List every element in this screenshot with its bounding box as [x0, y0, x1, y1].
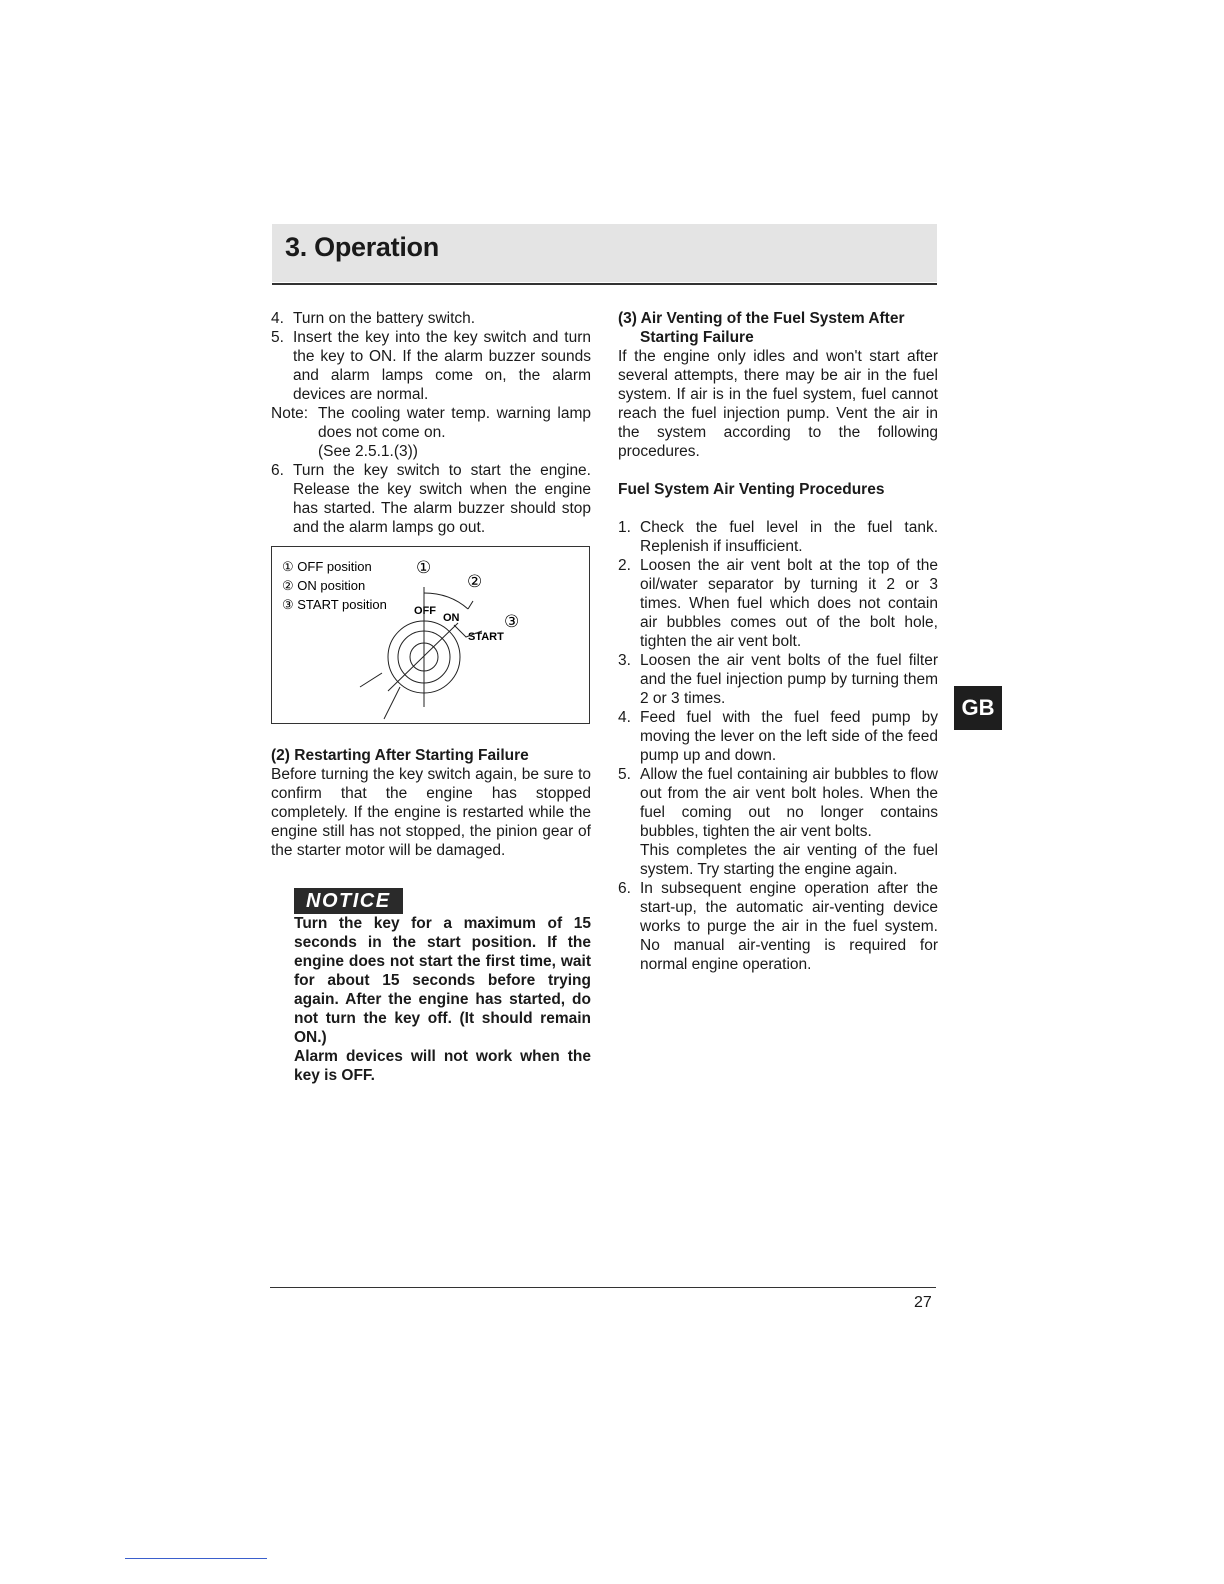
marker-off: ①: [416, 558, 432, 578]
restart-body: Before turning the key switch again, be sure to confirm that the engine has stopped completely. If the engine is restarted while the engine still has not stopped, the pinion gear of the starter motor will be damaged.: [271, 766, 591, 859]
step-number: 1.: [618, 519, 631, 536]
step-text: Check the fuel level in the fuel tank. Replenish if insufficient.: [640, 519, 938, 555]
step-text: This completes the air venting of the fuel system. Try starting the engine again.: [640, 842, 938, 878]
notice-text: Turn the key for a maximum of 15 seconds in the start position. If the engine does not start the first time, wait for about 15 seconds before trying again. After the engine has started, do not turn the key off. (It should remain ON.): [294, 915, 591, 1046]
marker-start: ③: [504, 612, 520, 632]
list-item: [271, 309, 591, 328]
step-text: Turn the key switch to start the engine. Release the key switch when the engine has started. The alarm buzzer should stop and the alarm lamps go out.: [293, 462, 591, 536]
step-text: Loosen the air vent bolts of the fuel filter and the fuel injection pump by turning them 2 or 3 times.: [640, 652, 938, 707]
list-item: [618, 765, 938, 841]
corner-rule: [125, 1558, 267, 1559]
step-text: In subsequent engine operation after the start-up, the automatic air-venting device works to purge the air in the fuel system. No manual air-venting is required for normal engine operation.: [640, 880, 938, 973]
footer-divider: [270, 1287, 936, 1288]
note: [271, 404, 591, 442]
step-number: 3.: [618, 652, 631, 669]
right-column: [618, 309, 938, 974]
step-number: 6.: [271, 462, 284, 479]
list-item: [618, 518, 938, 556]
step-text: Loosen the air vent bolt at the top of the oil/water separator by turning it 2 or 3 times. When fuel which does not contain air bubbles comes out of the bolt hole, tighten the air vent bolt.: [640, 557, 938, 650]
notice-badge: NOTICE: [294, 888, 403, 914]
step-number: 6.: [618, 880, 631, 897]
list-item: [618, 879, 938, 974]
legend-on: ② ON position: [282, 578, 366, 593]
label-off: OFF: [414, 605, 436, 617]
left-column: [271, 309, 591, 1085]
step-number: [618, 841, 640, 879]
marker-on: ②: [467, 572, 483, 592]
page-number: 27: [914, 1294, 932, 1311]
notice-box: [271, 888, 591, 1085]
list-item: [618, 556, 938, 651]
page-title: 3. Operation: [285, 232, 439, 262]
note-label: Note:: [271, 405, 309, 422]
step-number: 4.: [618, 709, 631, 726]
label-on: ON: [443, 612, 460, 624]
procedures-heading: Fuel System Air Venting Procedures: [618, 481, 885, 498]
list-item: [271, 461, 591, 537]
step-text: Feed fuel with the fuel feed pump by moving the lever on the left side of the feed pump up and down.: [640, 709, 938, 764]
step-text: Insert the key into the key switch and turn the key to ON. If the alarm buzzer sounds and alarm lamps come on, the alarm devices are normal.: [293, 329, 591, 403]
legend-start: ③ START position: [282, 597, 387, 612]
step-number: 4.: [271, 310, 284, 327]
list-item: [271, 328, 591, 404]
list-item: [618, 651, 938, 708]
key-switch-diagram: [271, 546, 590, 724]
step-number: 2.: [618, 557, 631, 574]
legend-off: ① OFF position: [282, 559, 372, 574]
list-item: [618, 708, 938, 765]
note-reference: (See 2.5.1.(3)): [318, 443, 418, 460]
air-venting-intro: If the engine only idles and won't start after several attempts, there may be air in the fuel system. If air is in the fuel system, fuel cannot reach the fuel injection pump. Vent the air in the system according to the following procedures.: [618, 348, 938, 460]
step-text: Turn on the battery switch.: [293, 310, 476, 327]
list-item: [618, 841, 938, 879]
language-tab: GB: [954, 686, 1002, 730]
key-switch-illustration: [272, 547, 589, 723]
restart-heading: (2) Restarting After Starting Failure: [271, 747, 529, 764]
step-text: Allow the fuel containing air bubbles to flow out from the air vent bolt holes. When the fuel coming out no longer contains bubbles, tighten the air vent bolts.: [640, 766, 938, 840]
label-start: START: [468, 631, 504, 643]
step-number: 5.: [271, 329, 284, 346]
step-number: 5.: [618, 766, 631, 783]
air-venting-heading: (3) Air Venting of the Fuel System After Starting Failure: [618, 310, 905, 346]
notice-text-alarm: Alarm devices will not work when the key is OFF.: [294, 1048, 591, 1084]
note-text: The cooling water temp. warning lamp does not come on.: [318, 405, 591, 441]
header-divider: [272, 283, 937, 285]
